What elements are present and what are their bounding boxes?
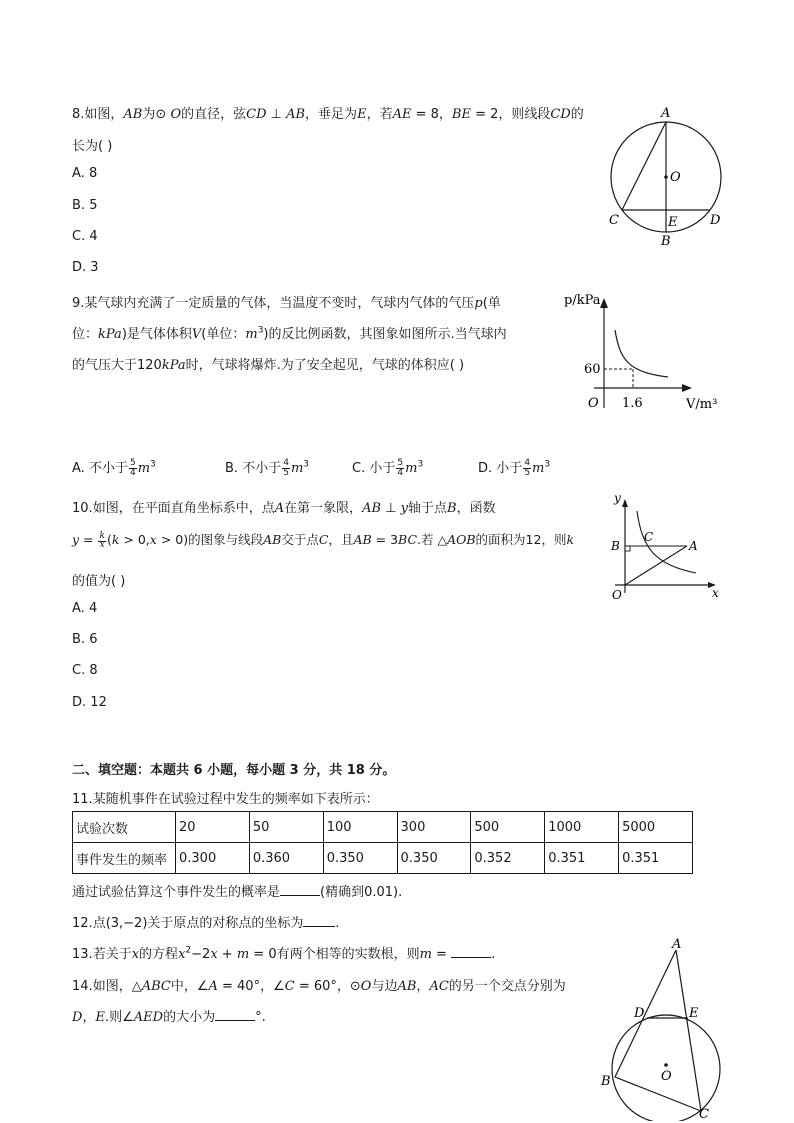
- table-cell: 试验次数: [73, 812, 176, 843]
- q14-answer-blank[interactable]: [215, 1008, 255, 1021]
- table-cell: 0.351: [619, 843, 693, 874]
- q11-stem: 11.某随机事件在试验过程中发生的频率如下表所示：: [72, 792, 379, 807]
- q8-var: AB: [286, 107, 306, 122]
- table-cell: 0.351: [545, 843, 619, 874]
- q14-label-o: O: [661, 1069, 672, 1084]
- q9-option-d[interactable]: D. 小于 $\frac{4}{5}$ $m^3$: [478, 458, 551, 478]
- q14-stem-line1: 14.如图，△ABC中，∠A = 40°，∠C = 60°，⊙O与边AB，AC的另一个交点分别为: [72, 979, 566, 994]
- q8-text: 为: [142, 107, 156, 122]
- q8-text: = 2，则线段: [470, 107, 551, 122]
- table-row: [73, 812, 693, 843]
- table-cell: 20: [176, 812, 250, 843]
- q10-stem-line2: $y = \frac{k}{x}$ (k > 0,x > 0)的图象与线段AB交于点C，且AB = 3BC.若 △AOB的面积为12，则k: [72, 530, 575, 550]
- q9-origin: O: [588, 396, 599, 411]
- q10-label-c: C: [644, 530, 654, 544]
- q14-side-ab: [615, 950, 676, 1077]
- q11-frequency-table: [72, 811, 693, 874]
- q9-y-tick: 60: [584, 362, 601, 377]
- q8-text: 的: [570, 107, 584, 122]
- circle-symbol: ⊙: [155, 107, 167, 122]
- q14-label-b: B: [601, 1074, 611, 1089]
- q14-side-ac: [676, 950, 701, 1111]
- q9-x-tick: 1.6: [622, 396, 643, 411]
- table-cell: 0.360: [249, 843, 323, 874]
- q8-var: CD: [550, 107, 571, 122]
- q10-label-o: O: [612, 588, 622, 602]
- table-cell: 0.350: [323, 843, 397, 874]
- q8-label-c: C: [609, 213, 619, 228]
- q8-text: = 8，: [411, 107, 452, 122]
- table-cell: 100: [323, 812, 397, 843]
- q9-x-arrow: [682, 384, 692, 392]
- table-cell: 事件发生的频率: [73, 843, 176, 874]
- q10-option-c[interactable]: C. 8: [72, 663, 98, 678]
- q10-number: 10.: [72, 501, 93, 516]
- q11-answer-blank[interactable]: [280, 883, 320, 896]
- q8-label-o: O: [670, 170, 681, 185]
- table-cell: 0.352: [471, 843, 545, 874]
- q14-label-a: A: [672, 937, 682, 952]
- q8-stem-line2: 长为( ): [72, 139, 113, 154]
- q10-option-a[interactable]: A. 4: [72, 601, 98, 616]
- q8-text: 如图，: [84, 107, 124, 122]
- q8-text: 的直径，弦: [181, 107, 247, 122]
- q10-label-b: B: [611, 539, 620, 553]
- q8-text: ，若: [366, 107, 393, 122]
- q10-segment-oa: [625, 546, 687, 585]
- q8-label-b: B: [661, 234, 671, 249]
- table-row: [73, 843, 693, 874]
- q10-label-x: x: [712, 586, 719, 600]
- q10-option-b[interactable]: B. 6: [72, 632, 98, 647]
- q9-option-b[interactable]: B. 不小于 $\frac{4}{5}$ $m^3$: [225, 458, 310, 478]
- q8-option-b[interactable]: B. 5: [72, 198, 98, 213]
- q9-option-a[interactable]: A. 不小于 $\frac{5}{4}$ $m^3$: [72, 458, 156, 478]
- q14-label-c: C: [699, 1107, 709, 1121]
- table-cell: 300: [397, 812, 471, 843]
- q12-answer-blank[interactable]: [303, 914, 335, 927]
- q10-coordinate-graph: [600, 493, 730, 605]
- q8-var: E: [357, 107, 367, 122]
- q14-label-d: D: [634, 1006, 645, 1021]
- q8-center-point: [664, 175, 668, 179]
- q14-label-e: E: [689, 1006, 699, 1021]
- q10-stem-line3: 的值为( ): [72, 574, 126, 589]
- q10-stem-line1: 10.如图，在平面直角坐标系中，点A在第一象限，AB ⊥ y轴于点B，函数: [72, 501, 496, 516]
- q14-circle: [612, 1015, 720, 1121]
- q9-x-label: V/m³: [686, 397, 718, 412]
- q8-circle-figure: [600, 100, 730, 250]
- q11-answer-line: 通过试验估算这个事件发生的概率是 (精确到0.01).: [72, 885, 403, 900]
- q8-number: 8.: [72, 107, 85, 122]
- table-cell: 0.350: [397, 843, 471, 874]
- q8-var: BE: [451, 107, 471, 122]
- q8-label-e: E: [668, 215, 678, 230]
- table-cell: 0.300: [176, 843, 250, 874]
- table-cell: 5000: [619, 812, 693, 843]
- q9-stem-line2: 位：kPa)是气体体积V(单位：$m^3$)的反比例函数，其图象如图所示.当气球内: [72, 325, 507, 342]
- q10-right-angle: [625, 546, 630, 551]
- q8-text: ，垂足为: [305, 107, 358, 122]
- q14-side-bc: [615, 1077, 701, 1111]
- q10-label-a: A: [689, 539, 698, 553]
- q9-option-c[interactable]: C. 小于 $\frac{5}{4}$ $m^3$: [352, 458, 424, 478]
- q9-stem-line3: 的气压大于120kPa时，气球将爆炸.为了安全起见，气球的体积应( ): [72, 358, 465, 373]
- q9-pressure-graph: [560, 290, 730, 415]
- table-cell: 500: [471, 812, 545, 843]
- q9-stem-line1: 9.某气球内充满了一定质量的气体，当温度不变时，气球内气体的气压p(单: [72, 296, 501, 311]
- q11-number: 11.: [72, 792, 93, 807]
- q14-number: 14.: [72, 979, 93, 994]
- q8-var: CD: [246, 107, 267, 122]
- q8-stem-line1: [72, 103, 584, 122]
- q13-number: 13.: [72, 947, 93, 962]
- q14-triangle-circle-figure: [595, 935, 735, 1121]
- q8-var: O: [170, 107, 182, 122]
- q9-curve: [615, 330, 668, 377]
- section-title-fill-in: 二、填空题：本题共 6 小题，每小题 3 分，共 18 分。: [72, 763, 396, 778]
- table-cell: 1000: [545, 812, 619, 843]
- q8-option-d[interactable]: D. 3: [72, 260, 99, 275]
- q13-stem: 13.若关于x的方程$x^2-2x + m = 0$有两个相等的实数根，则m = .: [72, 945, 496, 962]
- q8-segment-ac: [622, 122, 666, 210]
- table-cell: 50: [249, 812, 323, 843]
- q8-var: AE: [392, 107, 412, 122]
- q9-y-arrow: [600, 298, 608, 308]
- q12-number: 12.: [72, 916, 93, 931]
- q14-stem-line2: D，E.则∠AED的大小为 °.: [72, 1010, 266, 1025]
- q13-answer-blank[interactable]: [451, 945, 491, 958]
- q8-var: AB: [123, 107, 143, 122]
- q8-label-d: D: [710, 213, 721, 228]
- q8-option-a[interactable]: A. 8: [72, 166, 98, 181]
- q9-y-label: p/kPa: [564, 293, 601, 308]
- q10-y-arrow: [622, 499, 628, 507]
- q8-text: ⊥: [266, 107, 287, 122]
- q10-option-d[interactable]: D. 12: [72, 695, 107, 710]
- q9-number: 9.: [72, 296, 85, 311]
- q8-option-c[interactable]: C. 4: [72, 229, 98, 244]
- q10-label-y: y: [614, 493, 621, 505]
- q14-center-point: [664, 1063, 668, 1067]
- q8-label-a: A: [661, 106, 671, 121]
- q12-stem: 12.点(3,−2)关于原点的对称点的坐标为 .: [72, 916, 340, 931]
